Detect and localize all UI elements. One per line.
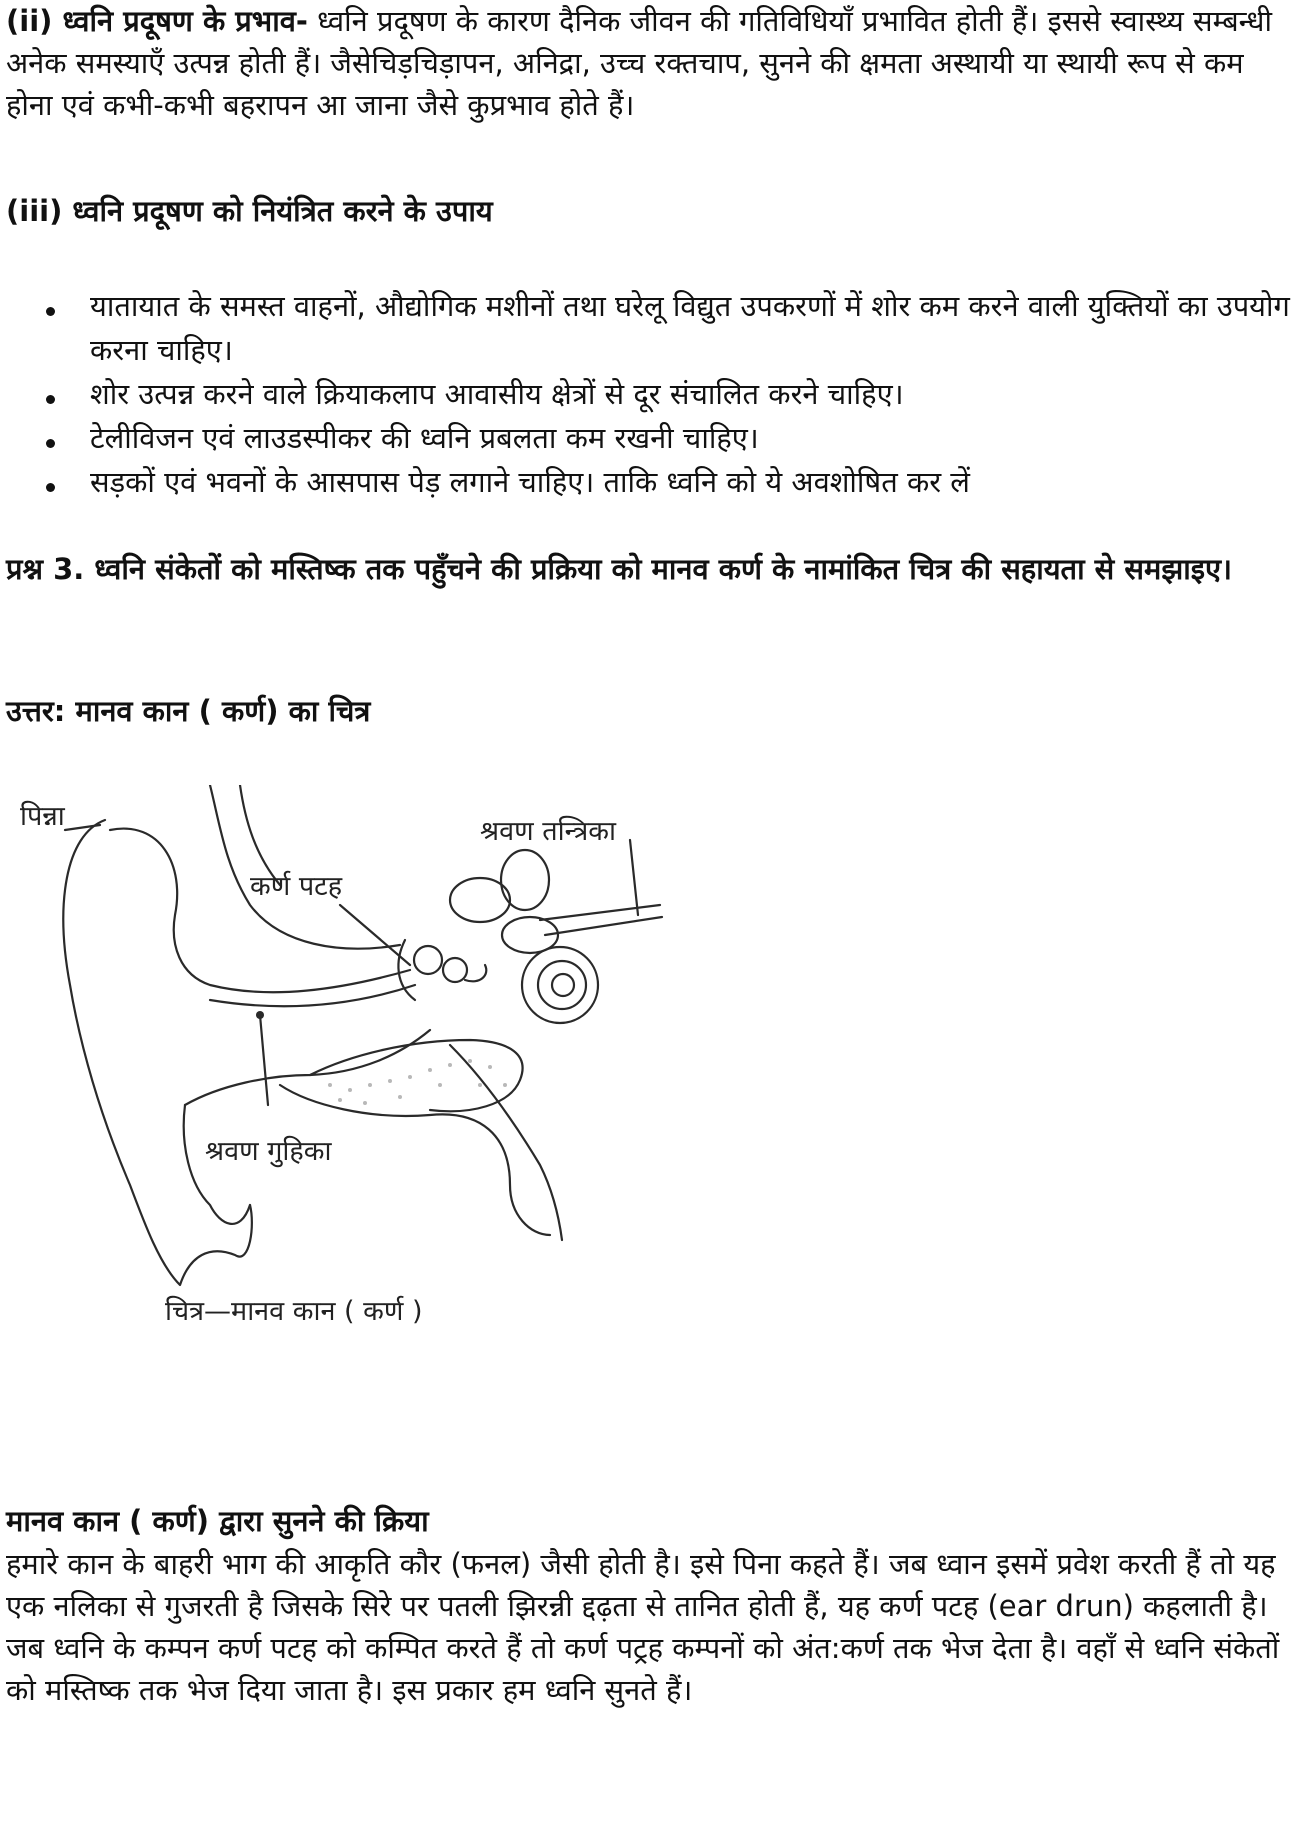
- bone-texture: [328, 1059, 507, 1105]
- ear-canal-lower: [185, 1030, 430, 1105]
- canal-label-leader: [260, 1015, 268, 1105]
- section-ii-heading: (ii) ध्वनि प्रदूषण के प्रभाव-: [6, 4, 308, 38]
- canal-pointer-dot: [256, 1011, 264, 1019]
- ear-canal-upper: [210, 985, 415, 1006]
- cochlea-inner: [552, 974, 574, 996]
- pinna-outline: [63, 820, 251, 1285]
- cochlea-mid: [538, 961, 586, 1009]
- label-auditory-nerve: श्रवण तन्त्रिका: [480, 816, 617, 847]
- eardrum-label-leader: [340, 905, 410, 965]
- ossicle-stapes: [465, 965, 486, 981]
- pinna-label-leader: [65, 825, 100, 830]
- ossicle-malleus: [414, 946, 442, 974]
- skull-outline-inner: [240, 785, 280, 885]
- ossicle-incus: [443, 958, 467, 982]
- label-pinna: पिन्ना: [20, 801, 65, 832]
- hearing-process-paragraph: हमारे कान के बाहरी भाग की आकृति कौर (फनल) जैसी होती है। इसे पिना कहते हैं। जब ध्वान इसमें प्रवेश करती हैं तो यह एक नलिका से गुजरती है जिसके सिरे पर पतली झिरन्नी द्दढ़ता से तानित होती हैं, यह कर्ण पटह (ear drun) कहलाती है। जब ध्वनि के कम्पन कर्ण पटह को कम्पित करते हैं तो कर्ण पट्रह कम्पनों को अंत:कर्ण तक भेज देता है। वहाँ से ध्वनि संकेतों को मस्तिष्क तक भेज दिया जाता है। इस प्रकार हम ध्वनि सुनते हैं।: [6, 1547, 1280, 1707]
- skull-outline-top: [210, 785, 400, 949]
- list-item: यातायात के समस्त वाहनों, औद्योगिक मशीनों तथा घरेलू विद्युत उपकरणों में शोर कम करने वाली युक्तियों का उपयोग करना चाहिए।: [90, 284, 1309, 372]
- ear-diagram-svg: [10, 785, 770, 1405]
- section-iii-heading: (iii) ध्वनि प्रदूषण को नियंत्रित करने के उपाय: [6, 194, 493, 228]
- section-ii-text: ध्वनि प्रदूषण के कारण दैनिक जीवन की गतिविधियाँ प्रभावित होती हैं। इससे स्वास्थ्य सम्बन्धी अनेक समस्याएँ उत्पन्न होती हैं। जैसेचिड़चिड़ापन, अनिद्रा, उच्च रक्तचाप, सुनने की क्षमता अस्थायी या स्थायी रूप से कम होना एवं कभी-कभी बहरापन आ जाना जैसे कुप्रभाव होते हैं।: [6, 4, 1273, 122]
- eustachian-tube: [450, 1045, 562, 1240]
- hearing-process-heading: मानव कान ( कर्ण) द्वारा सुनने की क्रिया: [6, 1504, 429, 1538]
- section-ii-paragraph: [6, 0, 1296, 126]
- list-item: टेलीविजन एवं लाउडस्पीकर की ध्वनि प्रबलता कम रखनी चाहिए।: [90, 416, 1309, 460]
- list-item: शोर उत्पन्न करने वाले क्रियाकलाप आवासीय क्षेत्रों से दूर संचालित करने चाहिए।: [90, 372, 1309, 416]
- label-eardrum: कर्ण पटह: [250, 871, 343, 902]
- nerve-label-leader: [630, 840, 638, 915]
- answer-heading: उत्तर: मानव कान ( कर्ण) का चित्र: [6, 694, 371, 728]
- figure-caption: चित्र—मानव कान ( कर्ण ): [165, 1296, 423, 1327]
- question-text: प्रश्न 3. ध्वनि संकेतों को मस्तिष्क तक पहुँचने की प्रक्रिया को मानव कर्ण के नामांकित चित्र की सहायता से समझाइए।: [6, 552, 1233, 586]
- noise-control-list: [30, 284, 1309, 504]
- human-ear-diagram: [10, 785, 770, 1405]
- list-item: सड़कों एवं भवनों के आसपास पेड़ लगाने चाहिए। ताकि ध्वनि को ये अवशोषित कर लें: [90, 460, 1309, 504]
- label-ear-canal: श्रवण गुहिका: [205, 1136, 332, 1167]
- semicircular-canal-2: [501, 850, 549, 910]
